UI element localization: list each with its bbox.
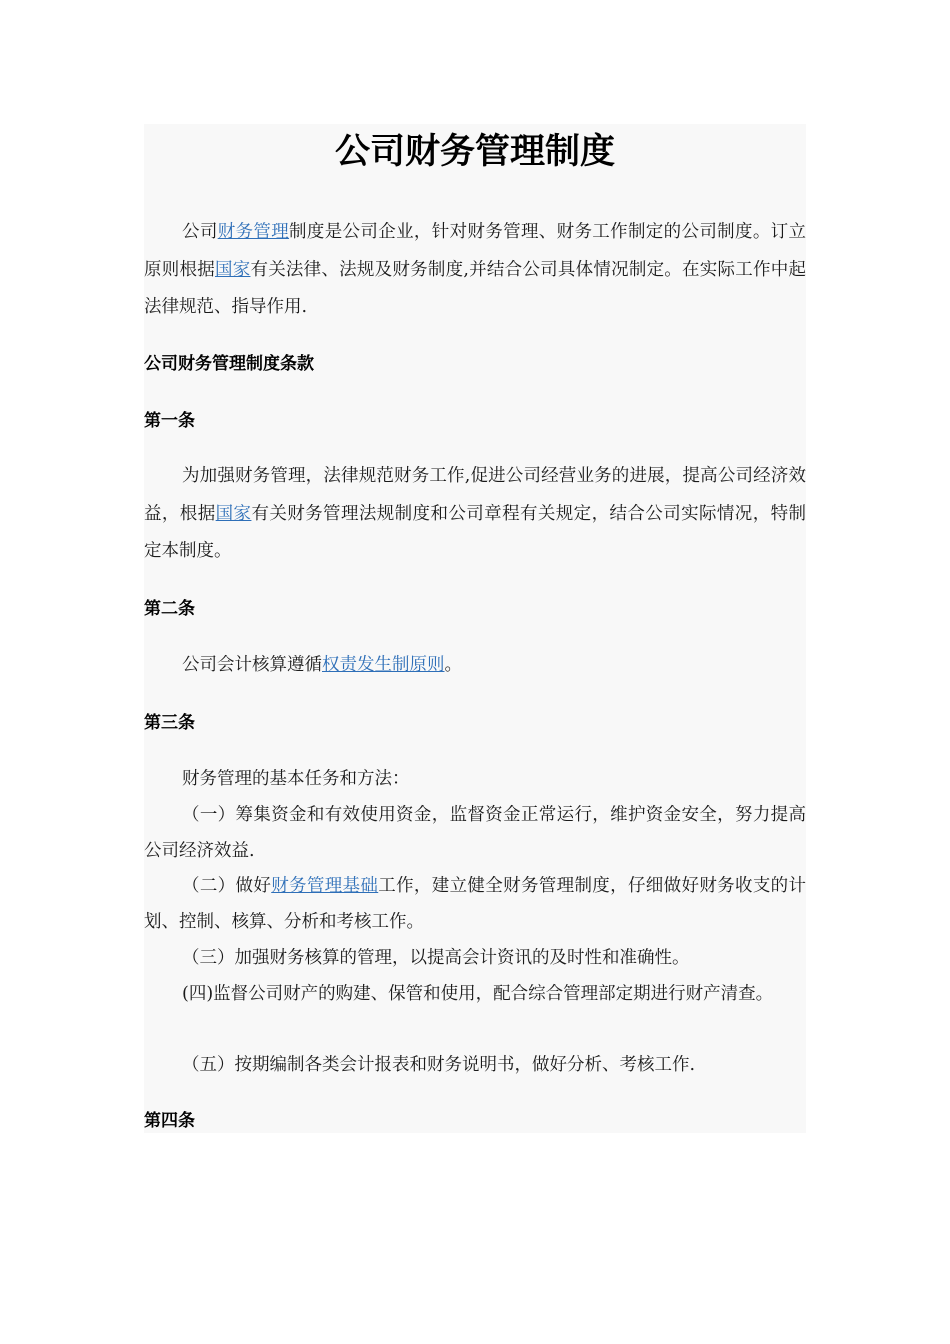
article-3-item-2-text: （二）做好: [182, 876, 272, 896]
article-3-item-1: （一）筹集资金和有效使用资金，监督资金正常运行，维护资金安全，努力提高公司经济效益.: [144, 805, 806, 861]
article-3-lead: 财务管理的基本任务和方法：: [182, 769, 410, 789]
article-3-item-5: （五）按期编制各类会计报表和财务说明书，做好分析、考核工作.: [182, 1055, 696, 1075]
link-financial-management[interactable]: 财务管理: [217, 222, 290, 242]
article-3-item-2-text: 工作，建立健全财务管理制度，仔细做好财务收支的计划、控制、核算、分析和考核工作。: [144, 876, 806, 932]
intro-text: 公司: [182, 222, 218, 242]
article-1-text: 为加强财务管理，法律规范财务工作,促进公司经营业务的进展，提高公司经济效益，根据: [144, 466, 806, 524]
intro-text: 制度是公司企业，针对财务管理、财务工作制定的公司制度。订立原则根据: [144, 222, 806, 280]
article-4-heading: 第四条: [144, 1111, 195, 1131]
intro-text: 有关法律、法规及财务制度,并结合公司具体情况制定。在实际工作中起法律规范、指导作用.: [144, 259, 806, 317]
clauses-heading: 公司财务管理制度条款: [144, 354, 314, 374]
article-2-text: 。: [444, 655, 462, 675]
article-3-item-2: [144, 868, 806, 940]
link-country[interactable]: 国家: [214, 259, 251, 280]
article-1-heading: 第一条: [144, 411, 195, 431]
article-1-paragraph: [144, 458, 806, 571]
article-3-item-4: (四)监督公司财产的购建、保管和使用，配合综合管理部定期进行财产清查。: [182, 984, 774, 1004]
article-2-paragraph: [144, 647, 806, 685]
intro-paragraph: [144, 214, 806, 327]
link-financial-management-basics[interactable]: 财务管理基础: [271, 876, 379, 896]
article-2-heading: 第二条: [144, 599, 195, 619]
document-page: [144, 124, 806, 1133]
article-3-heading: 第三条: [144, 713, 195, 733]
article-1-text: 有关财务管理法规制度和公司章程有关规定，结合公司实际情况，特制定本制度。: [144, 503, 806, 561]
article-3-item-3: （三）加强财务核算的管理，以提高会计资讯的及时性和准确性。: [182, 948, 690, 968]
document-title: 公司财务管理制度: [334, 132, 615, 172]
link-accrual-principle[interactable]: 权责发生制原则: [322, 655, 445, 675]
article-2-text: 公司会计核算遵循: [182, 655, 322, 675]
link-country[interactable]: 国家: [215, 503, 252, 524]
